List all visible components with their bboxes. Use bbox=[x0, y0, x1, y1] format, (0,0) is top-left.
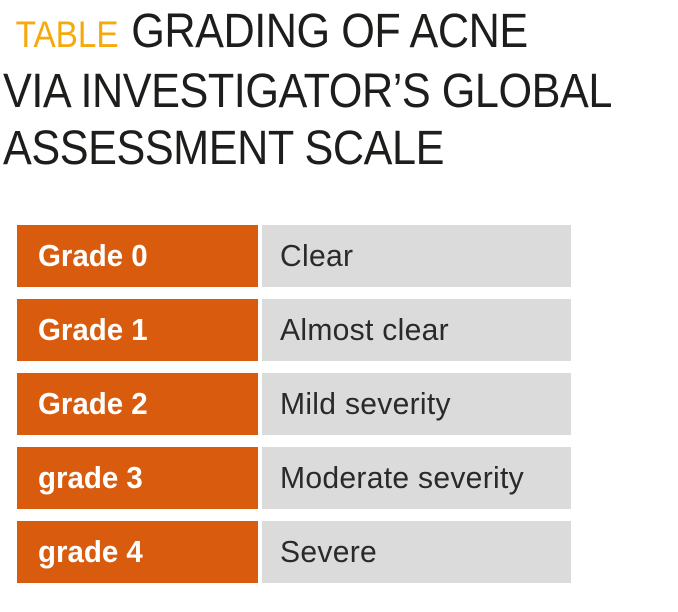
description-label: Clear bbox=[280, 238, 354, 273]
table-title bbox=[3, 3, 678, 177]
description-label: Almost clear bbox=[280, 312, 449, 347]
description-label: Mild severity bbox=[280, 386, 451, 421]
title-line-2: VIA INVESTIGATOR’S GLOBAL bbox=[3, 65, 612, 118]
title-line-1 bbox=[3, 3, 612, 63]
table-row bbox=[17, 225, 571, 287]
grade-label: Grade 1 bbox=[38, 312, 148, 347]
description-label: Moderate severity bbox=[280, 460, 524, 495]
table-kicker-label: TABLE bbox=[15, 14, 119, 55]
title-line-1-text: GRADING OF ACNE bbox=[131, 5, 528, 58]
table-row bbox=[17, 299, 571, 361]
description-cell bbox=[262, 447, 571, 509]
table-row bbox=[17, 521, 571, 583]
grade-cell bbox=[17, 373, 258, 435]
grade-label: Grade 2 bbox=[38, 386, 148, 421]
description-cell bbox=[262, 373, 571, 435]
description-cell bbox=[262, 225, 571, 287]
grade-label: grade 3 bbox=[38, 460, 143, 495]
grade-cell bbox=[17, 521, 258, 583]
description-cell bbox=[262, 521, 571, 583]
title-line-3: ASSESSMENT SCALE bbox=[3, 122, 444, 175]
description-cell bbox=[262, 299, 571, 361]
grade-cell bbox=[17, 225, 258, 287]
grade-label: grade 4 bbox=[38, 534, 143, 569]
grade-cell bbox=[17, 299, 258, 361]
table-row bbox=[17, 447, 571, 509]
description-label: Severe bbox=[280, 534, 378, 569]
acne-grading-table bbox=[17, 225, 571, 583]
table-row bbox=[17, 373, 571, 435]
grade-label: Grade 0 bbox=[38, 238, 148, 273]
grade-cell bbox=[17, 447, 258, 509]
